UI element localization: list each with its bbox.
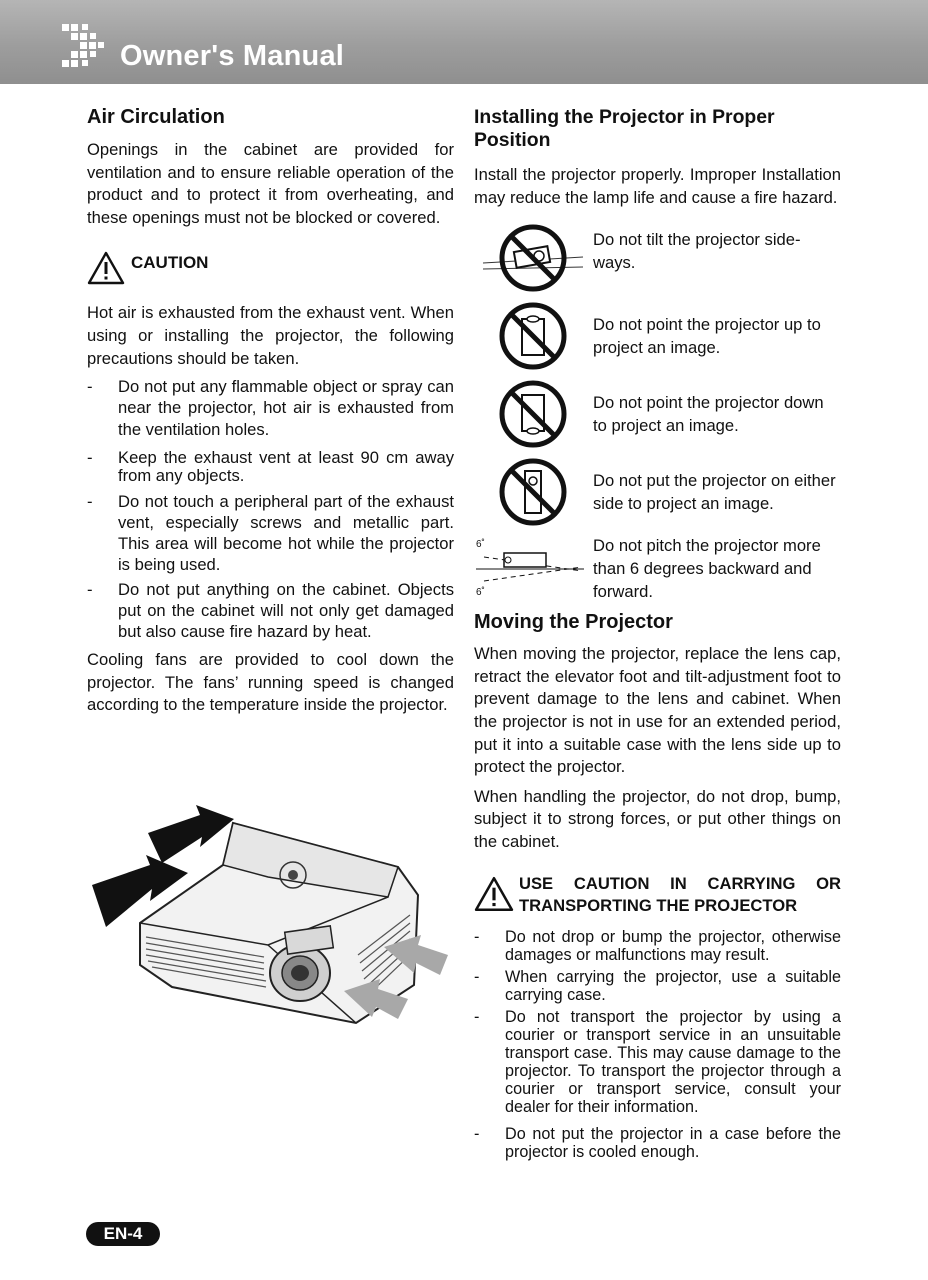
installing-heading: Installing the Projector in Proper Position [474,106,775,151]
caution-label: CAUTION [131,253,209,273]
list-item: - When carrying the projector, use a suitable carrying case. [474,967,841,1004]
warning-item: Do not tilt the projector side-ways. [474,219,841,297]
warning-triangle-icon [87,251,125,285]
installing-paragraph: Install the projector properly. Improper Installation may reduce the lamp life and cause a fire hazard. [474,165,841,207]
no-side-placement-icon [498,457,568,527]
intake-arrow-icon [148,805,234,863]
warning-item: 6˚ 6˚ Do not pitch the projector more than 6 degrees backward and forward. [476,535,821,601]
list-item: - Do not put the projector in a case before the projector is cooled enough. [474,1124,841,1161]
caution-paragraph: Hot air is exhausted from the exhaust vent. When using or installing the projector, the following precautions should be taken. [87,303,454,368]
list-item: - Do not transport the projector by using a courier or transport service in an unsuitable transport case. This may cause damage to the projector. To transport the projector through a courier or transport service, consult your dealer for their information. [474,1007,841,1116]
caution-notice [87,251,454,285]
left-column [87,106,454,717]
air-circulation-heading: Air Circulation [87,106,225,128]
moving-paragraph: When moving the projector, replace the lens cap, retract the elevator foot and tilt-adjustment foot to prevent damage to the lens and cabinet. When the projector is not in use for an extended period, put it into a suitable case with the lens side up to protect the projector. [474,644,841,777]
list-item: - Do not drop or bump the projector, otherwise damages or malfunctions may result. [474,927,841,964]
pitch-angle-diagram [474,535,586,597]
warning-item: Do not put the projector on either side to project an image. [474,453,841,531]
no-point-up-icon [498,301,568,371]
svg-text:6˚: 6˚ [476,539,485,551]
list-item: - Do not put anything on the cabinet. Objects put on the cabinet will not only get damaged but also cause fire hazard by heat. [87,579,454,641]
warning-list [474,219,841,601]
list-item: - Do not touch a peripheral part of the exhaust vent, especially screws and metallic part. This area will become hot while the projector is being used. [87,491,454,575]
no-point-down-icon [498,379,568,449]
page-number-badge: EN-4 [86,1222,160,1246]
list-item: - Keep the exhaust vent at least 90 cm away from any objects. [87,447,454,485]
carry-caution-label: USE CAUTION IN CARRYING OR TRANSPORTING THE PROJECTOR [519,873,841,915]
list-item: - Do not put any flammable object or spray can near the projector, hot air is exhausted from the ventilation holes. [87,377,454,439]
warning-item: Do not point the projector down to project an image. [474,375,841,453]
warning-item: Do not point the projector up to project an image. [474,297,841,375]
moving-heading: Moving the Projector [474,611,673,634]
handling-paragraph: When handling the projector, do not drop, bump, subject it to strong forces, or put other things on the cabinet. [474,786,841,851]
manual-title: Owner's Manual [120,40,345,72]
cooling-fans-paragraph: Cooling fans are provided to cool down the projector. The fans’ running speed is changed according to the temperature inside the projector. [87,650,454,715]
right-column [474,106,841,1161]
carry-caution-notice [474,873,841,917]
air-circulation-paragraph: Openings in the cabinet are provided for ventilation and to ensure reliable operation of the product and to protect it from overheating, and these openings must not be blocked or covered. [87,140,454,227]
warning-triangle-icon [474,876,514,912]
projector-airflow-illustration [88,805,454,1033]
chevron-logo-icon [60,22,108,68]
no-tilt-sideways-icon [481,223,585,293]
page-header [0,0,928,84]
svg-text:6˚: 6˚ [476,587,485,598]
